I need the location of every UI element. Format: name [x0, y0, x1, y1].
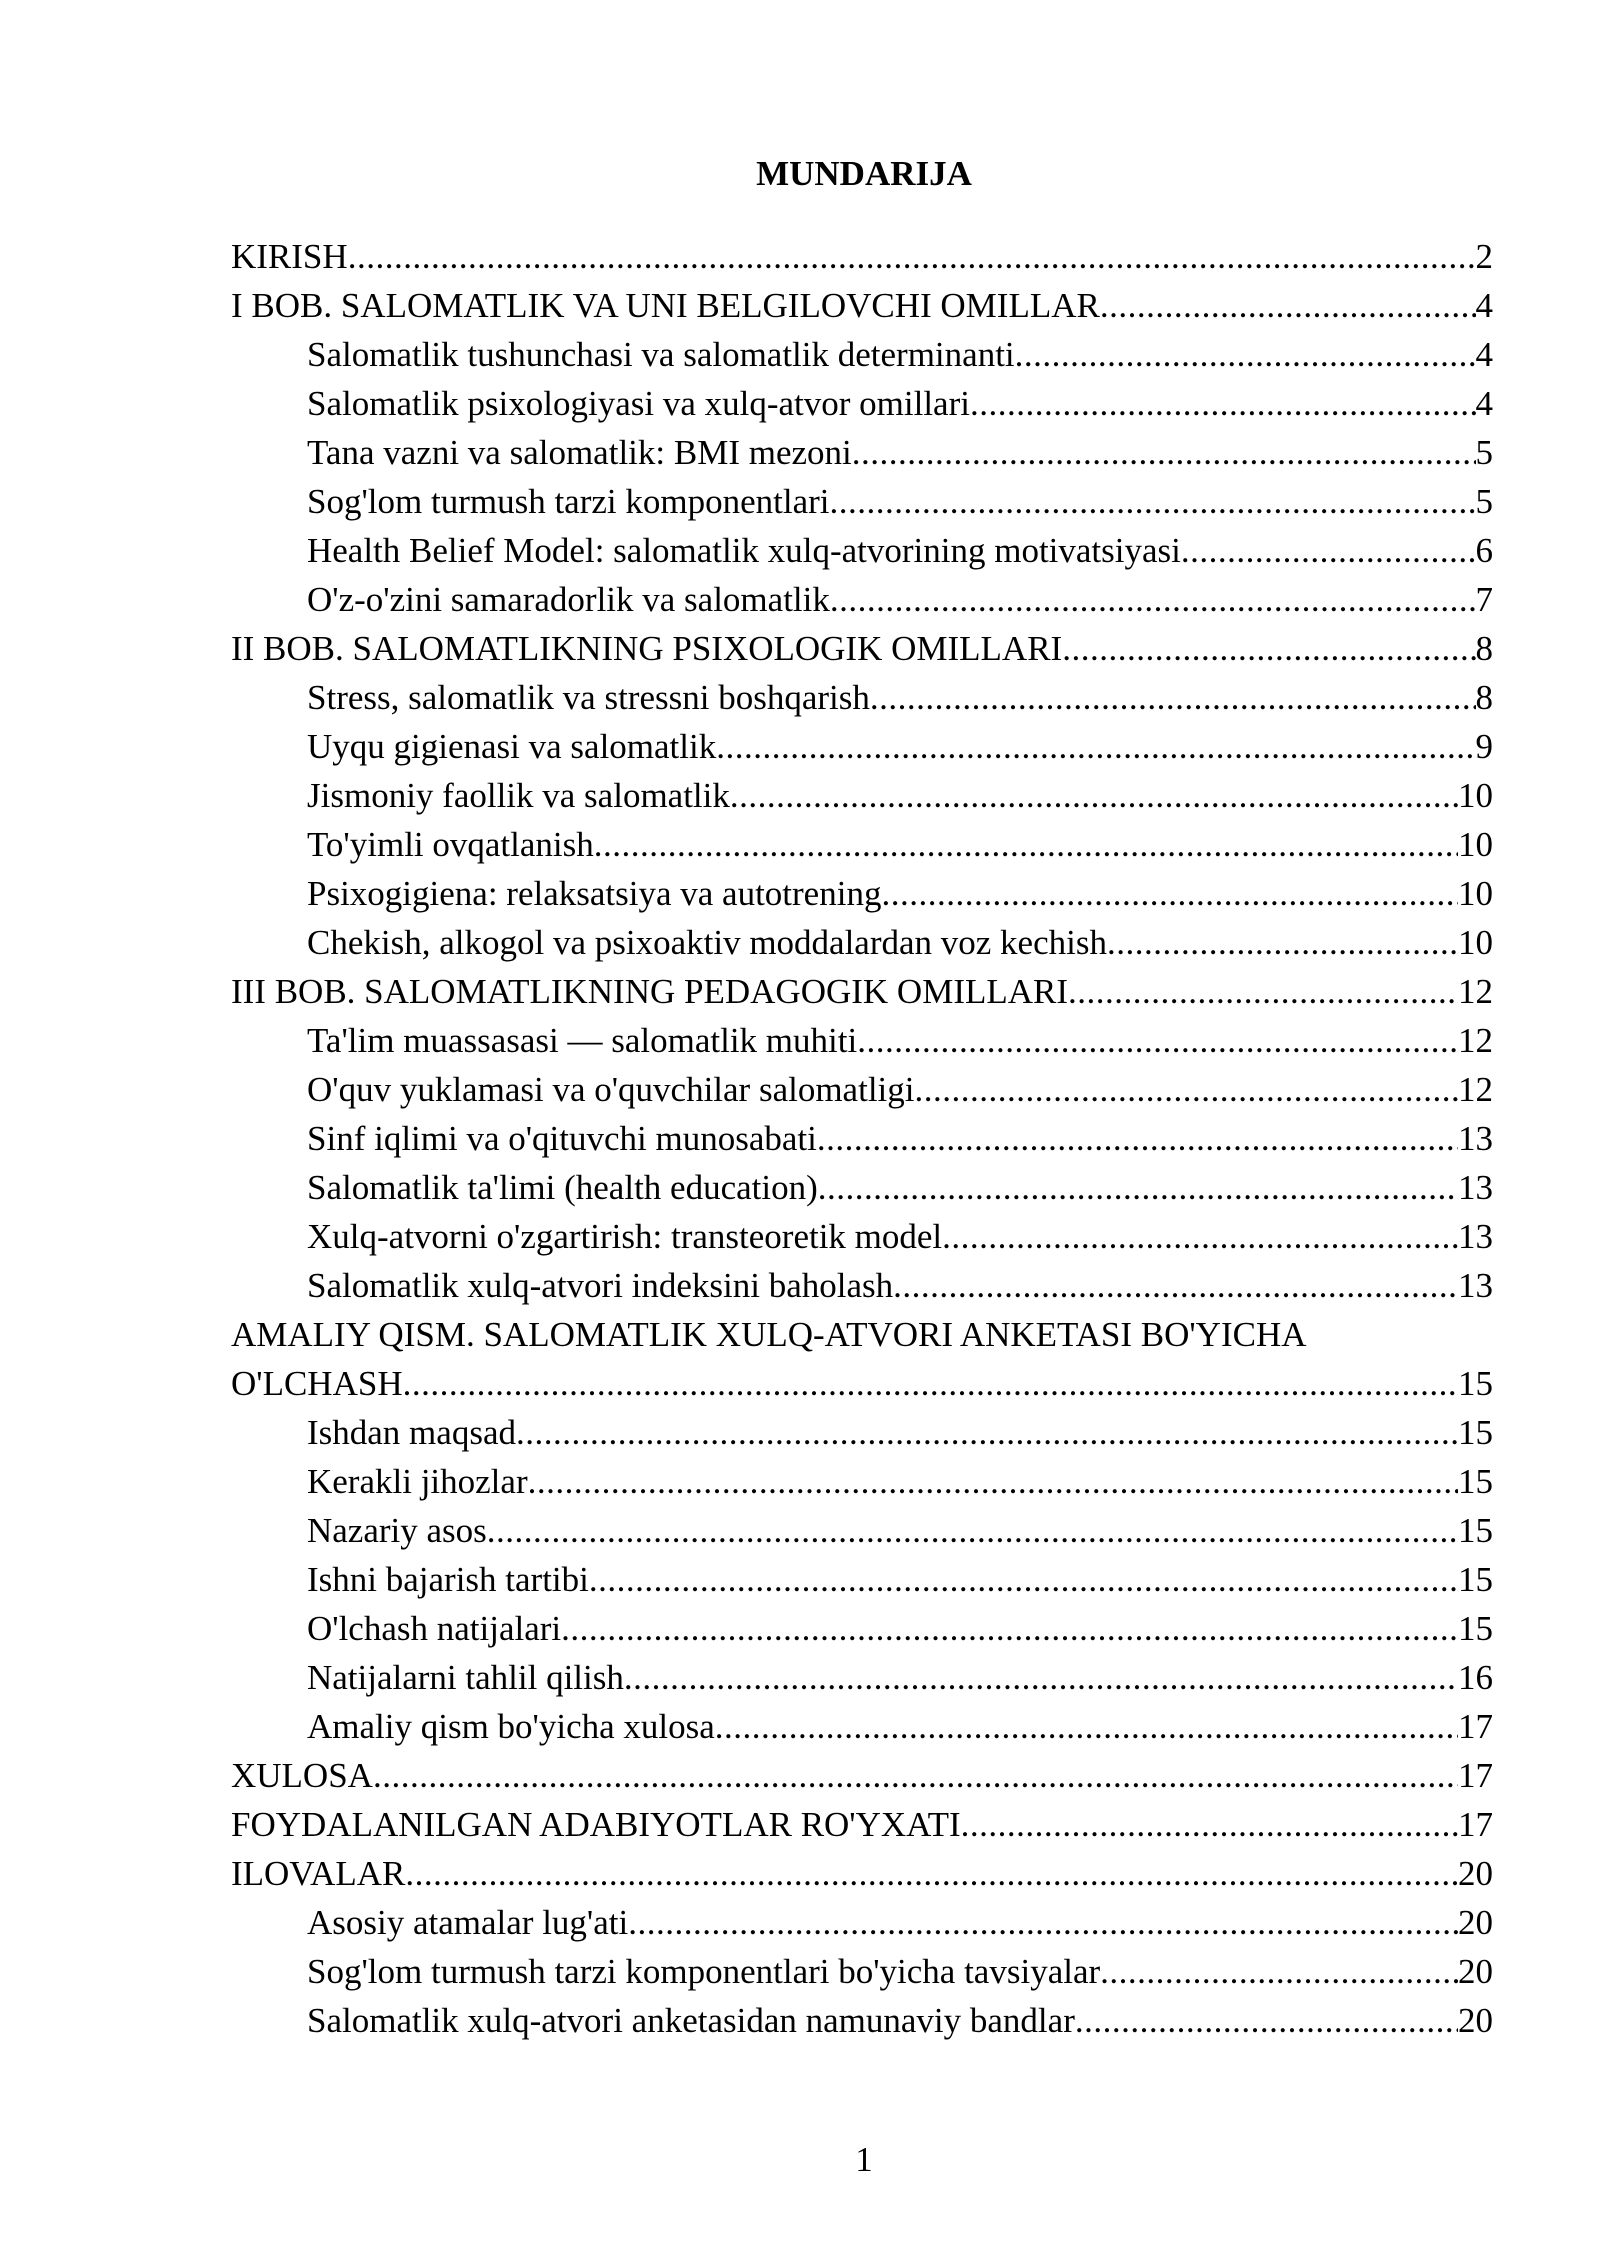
- toc-section-entry[interactable]: [231, 232, 1493, 281]
- toc-dot-leader: [624, 1653, 1458, 1702]
- toc-entry-label: Jismoniy faollik va salomatlik: [307, 776, 730, 815]
- toc-subsection-entry[interactable]: [231, 1702, 1493, 1751]
- toc-dot-leader: [628, 1898, 1458, 1947]
- toc-entry-page-number: 20: [1458, 2001, 1493, 2040]
- toc-subsection-entry[interactable]: [231, 918, 1493, 967]
- toc-subsection-entry[interactable]: [231, 575, 1493, 624]
- table-of-contents: [231, 232, 1493, 2045]
- toc-subsection-entry[interactable]: [231, 428, 1493, 477]
- toc-entry-page-number: 12: [1458, 1070, 1493, 1109]
- toc-entry-label: Nazariy asos: [307, 1511, 487, 1550]
- toc-dot-leader: [1100, 1947, 1458, 1996]
- toc-subsection-entry[interactable]: [231, 1898, 1493, 1947]
- toc-entry-page-number: 13: [1458, 1168, 1493, 1207]
- toc-entry-label: Tana vazni va salomatlik: BMI mezoni: [307, 433, 852, 472]
- toc-entry-label: Health Belief Model: salomatlik xulq-atvorining motivatsiyasi: [307, 531, 1181, 570]
- toc-subsection-entry[interactable]: [231, 820, 1493, 869]
- toc-subsection-entry[interactable]: [231, 1114, 1493, 1163]
- toc-entry-label: Salomatlik tushunchasi va salomatlik determinanti: [307, 335, 1015, 374]
- toc-entry-page-number: 17: [1458, 1756, 1493, 1795]
- page-title: MUNDARIJA: [756, 154, 972, 193]
- toc-section-entry[interactable]: [231, 624, 1493, 673]
- toc-subsection-entry[interactable]: [231, 722, 1493, 771]
- toc-dot-leader: [818, 1163, 1458, 1212]
- toc-subsection-entry[interactable]: [231, 1506, 1493, 1555]
- toc-subsection-entry[interactable]: [231, 1604, 1493, 1653]
- toc-dot-leader: [528, 1457, 1458, 1506]
- toc-dot-leader: [716, 722, 1475, 771]
- toc-entry-page-number: 2: [1475, 237, 1493, 276]
- toc-subsection-entry[interactable]: [231, 1261, 1493, 1310]
- toc-entry-label: XULOSA: [231, 1756, 373, 1795]
- toc-entry-page-number: 13: [1458, 1217, 1493, 1256]
- toc-subsection-entry[interactable]: [231, 771, 1493, 820]
- toc-subsection-entry[interactable]: [231, 1555, 1493, 1604]
- toc-dot-leader: [403, 1359, 1458, 1408]
- toc-subsection-entry[interactable]: [231, 1653, 1493, 1702]
- toc-dot-leader: [715, 1702, 1458, 1751]
- toc-dot-leader: [1068, 967, 1458, 1016]
- toc-entry-page-number: 12: [1458, 1021, 1493, 1060]
- toc-entry-label: ILOVALAR: [231, 1854, 406, 1893]
- toc-dot-leader: [830, 477, 1476, 526]
- toc-dot-leader: [1181, 526, 1476, 575]
- toc-entry-label: Stress, salomatlik va stressni boshqarish: [307, 678, 870, 717]
- toc-subsection-entry[interactable]: [231, 1212, 1493, 1261]
- toc-dot-leader: [1075, 1996, 1458, 2045]
- toc-entry-label: Psixogigiena: relaksatsiya va autotrening: [307, 874, 882, 913]
- toc-dot-leader: [961, 1800, 1458, 1849]
- toc-subsection-entry[interactable]: [231, 1065, 1493, 1114]
- toc-dot-leader: [830, 575, 1476, 624]
- toc-entry-page-number: 4: [1475, 384, 1493, 423]
- toc-entry-page-number: 15: [1458, 1609, 1493, 1648]
- toc-entry-page-number: 10: [1458, 874, 1493, 913]
- toc-section-entry[interactable]: [231, 1849, 1493, 1898]
- toc-section-entry[interactable]: [231, 281, 1493, 330]
- toc-entry-label: III BOB. SALOMATLIKNING PEDAGOGIK OMILLARI: [231, 972, 1069, 1011]
- toc-entry-page-number: 8: [1475, 678, 1493, 717]
- toc-entry-page-number: 15: [1458, 1413, 1493, 1452]
- toc-subsection-entry[interactable]: [231, 1408, 1493, 1457]
- toc-dot-leader: [373, 1751, 1458, 1800]
- toc-dot-leader: [561, 1604, 1458, 1653]
- toc-entry-page-number: 10: [1458, 825, 1493, 864]
- toc-entry-page-number: 4: [1475, 335, 1493, 374]
- toc-subsection-entry[interactable]: [231, 869, 1493, 918]
- toc-entry-page-number: 5: [1475, 482, 1493, 521]
- toc-dot-leader: [915, 1065, 1459, 1114]
- toc-entry-label: Ta'lim muassasasi — salomatlik muhiti: [307, 1021, 858, 1060]
- toc-dot-leader: [487, 1506, 1458, 1555]
- toc-entry-page-number: 15: [1458, 1462, 1493, 1501]
- toc-entry-page-number: 10: [1458, 923, 1493, 962]
- toc-entry-label: Ishdan maqsad: [307, 1413, 516, 1452]
- toc-dot-leader: [589, 1555, 1458, 1604]
- toc-entry-label: FOYDALANILGAN ADABIYOTLAR RO'YXATI: [231, 1805, 961, 1844]
- toc-entry-label: Natijalarni tahlil qilish: [307, 1658, 624, 1697]
- toc-entry-page-number: 13: [1458, 1266, 1493, 1305]
- toc-dot-leader: [1107, 918, 1458, 967]
- toc-section-entry[interactable]: [231, 1751, 1493, 1800]
- toc-dot-leader: [870, 673, 1476, 722]
- toc-entry-label: Chekish, alkogol va psixoaktiv moddalardan voz kechish: [307, 923, 1107, 962]
- toc-entry-page-number: 15: [1458, 1560, 1493, 1599]
- toc-subsection-entry[interactable]: [231, 1996, 1493, 2045]
- toc-dot-leader: [730, 771, 1458, 820]
- toc-dot-leader: [893, 1261, 1458, 1310]
- toc-dot-leader: [852, 428, 1476, 477]
- toc-entry-page-number: 6: [1475, 531, 1493, 570]
- toc-entry-label: Salomatlik ta'limi (health education): [307, 1168, 818, 1207]
- toc-entry-label: To'yimli ovqatlanish: [307, 825, 594, 864]
- toc-entry-label: Ishni bajarish tartibi: [307, 1560, 589, 1599]
- toc-subsection-entry[interactable]: [231, 526, 1493, 575]
- toc-subsection-entry[interactable]: [231, 1016, 1493, 1065]
- toc-entry-page-number: 20: [1458, 1903, 1493, 1942]
- toc-entry-label: Amaliy qism bo'yicha xulosa: [307, 1707, 715, 1746]
- toc-entry-label: O'z-o'zini samaradorlik va salomatlik: [307, 580, 830, 619]
- toc-entry-page-number: 4: [1475, 286, 1493, 325]
- toc-subsection-entry[interactable]: [231, 1457, 1493, 1506]
- toc-entry-label: Sinf iqlimi va o'qituvchi munosabati: [307, 1119, 817, 1158]
- toc-entry-label: O'lchash natijalari: [307, 1609, 562, 1648]
- toc-dot-leader: [942, 1212, 1458, 1261]
- toc-entry-page-number: 7: [1475, 580, 1493, 619]
- toc-dot-leader: [857, 1016, 1458, 1065]
- toc-entry-label: O'quv yuklamasi va o'quvchilar salomatligi: [307, 1070, 915, 1109]
- toc-entry-page-number: 15: [1458, 1511, 1493, 1550]
- toc-entry-page-number: 20: [1458, 1952, 1493, 1991]
- toc-entry-label: Sog'lom turmush tarzi komponentlari: [307, 482, 830, 521]
- toc-dot-leader: [1015, 330, 1476, 379]
- toc-section-entry[interactable]: [231, 1800, 1493, 1849]
- toc-subsection-entry[interactable]: [231, 1163, 1493, 1212]
- toc-subsection-entry[interactable]: [231, 330, 1493, 379]
- toc-dot-leader: [1062, 624, 1475, 673]
- toc-entry-page-number: 8: [1475, 629, 1493, 668]
- toc-subsection-entry[interactable]: [231, 673, 1493, 722]
- toc-entry-page-number: 10: [1458, 776, 1493, 815]
- toc-entry-page-number: 16: [1458, 1658, 1493, 1697]
- toc-entry-label: I BOB. SALOMATLIK VA UNI BELGILOVCHI OMILLAR: [231, 286, 1100, 325]
- toc-section-entry[interactable]: [231, 1310, 1493, 1408]
- toc-entry-page-number: 9: [1475, 727, 1493, 766]
- toc-entry-page-number: 17: [1458, 1707, 1493, 1746]
- toc-entry-label: Asosiy atamalar lug'ati: [307, 1903, 629, 1942]
- toc-dot-leader: [516, 1408, 1458, 1457]
- toc-section-entry[interactable]: [231, 967, 1493, 1016]
- toc-dot-leader: [881, 869, 1458, 918]
- toc-dot-leader: [970, 379, 1476, 428]
- toc-entry-page-number: 20: [1458, 1854, 1493, 1893]
- toc-entry-label: Salomatlik psixologiyasi va xulq-atvor omillari: [307, 384, 970, 423]
- toc-entry-page-number: 5: [1475, 433, 1493, 472]
- toc-subsection-entry[interactable]: [231, 477, 1493, 526]
- toc-dot-leader: [405, 1849, 1458, 1898]
- toc-entry-page-number: 12: [1458, 972, 1493, 1011]
- toc-entry-label: KIRISH: [231, 237, 348, 276]
- page-number: 1: [855, 2140, 873, 2179]
- toc-dot-leader: [1100, 281, 1476, 330]
- toc-dot-leader: [594, 820, 1458, 869]
- toc-entry-label: O'LCHASH: [231, 1364, 403, 1403]
- toc-entry-label-line1: AMALIY QISM. SALOMATLIK XULQ-ATVORI ANKETASI BO'YICHA: [231, 1315, 1307, 1354]
- toc-entry-label: II BOB. SALOMATLIKNING PSIXOLOGIK OMILLARI: [231, 629, 1063, 668]
- toc-dot-leader: [817, 1114, 1458, 1163]
- toc-dot-leader: [348, 232, 1476, 281]
- toc-subsection-entry[interactable]: [231, 1947, 1493, 1996]
- toc-entry-page-number: 13: [1458, 1119, 1493, 1158]
- toc-entry-label: Sog'lom turmush tarzi komponentlari bo'yicha tavsiyalar: [307, 1952, 1101, 1991]
- toc-entry-label: Xulq-atvorni o'zgartirish: transteoretik model: [307, 1217, 943, 1256]
- toc-entry-line2: [231, 1359, 1493, 1408]
- toc-entry-label: Kerakli jihozlar: [307, 1462, 528, 1501]
- toc-entry-page-number: 17: [1458, 1805, 1493, 1844]
- toc-entry-label: Salomatlik xulq-atvori indeksini baholash: [307, 1266, 894, 1305]
- toc-entry-label: Uyqu gigienasi va salomatlik: [307, 727, 717, 766]
- toc-subsection-entry[interactable]: [231, 379, 1493, 428]
- toc-entry-label: Salomatlik xulq-atvori anketasidan namunaviy bandlar: [307, 2001, 1075, 2040]
- toc-entry-page-number: 15: [1458, 1364, 1493, 1403]
